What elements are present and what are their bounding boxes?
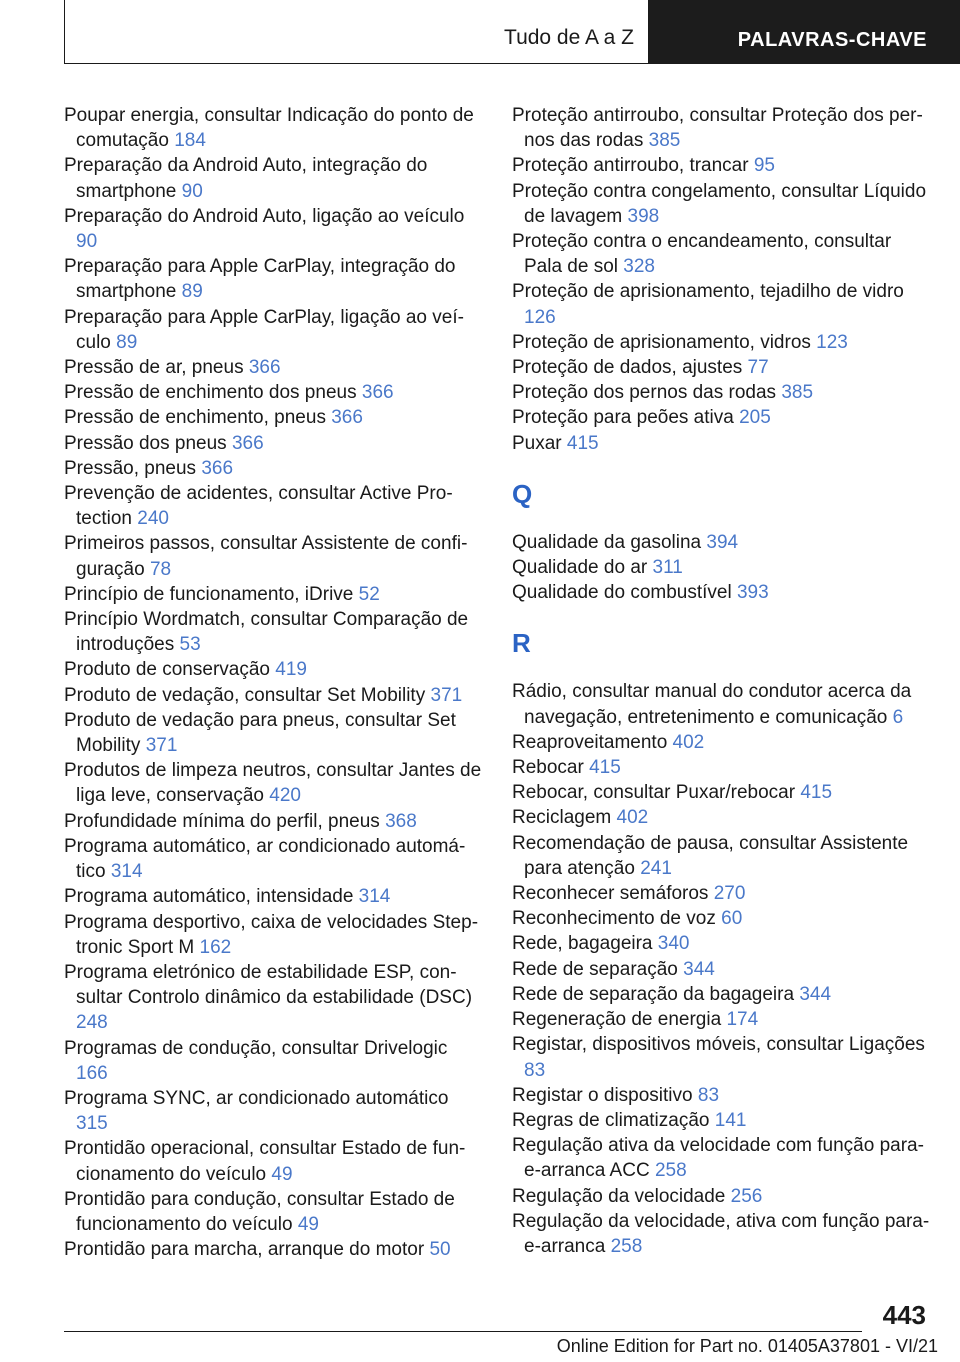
- index-entry-text: Qualidade do ar: [512, 557, 648, 579]
- index-entry: [512, 1133, 932, 1183]
- index-entry-text: Proteção contra o encandeamento, consultar Pala de sol: [512, 231, 892, 278]
- index-entry-text: Prontidão para condução, consultar Estado de funcionamento do veículo: [64, 1188, 455, 1235]
- index-entry-text: Proteção antirroubo, trancar: [512, 155, 749, 177]
- index-entry: [64, 456, 484, 481]
- index-entry: [64, 204, 484, 254]
- page-reference-link[interactable]: 6: [892, 706, 904, 728]
- page-reference-link[interactable]: 162: [199, 936, 232, 958]
- index-entry: [64, 103, 484, 153]
- index-entry-text: Programa SYNC, ar condicionado automático: [64, 1087, 449, 1109]
- index-entry-text: Programas de condução, consultar Drivelogic: [64, 1037, 448, 1059]
- index-entry-text: Prevenção de acidentes, consultar Active Protection: [64, 483, 453, 530]
- page-reference-link[interactable]: 385: [781, 382, 814, 404]
- index-column-left: [64, 103, 484, 1262]
- index-entry: [64, 758, 484, 808]
- index-entry: [64, 1237, 484, 1262]
- index-entry: [64, 834, 484, 884]
- page-reference-link[interactable]: 78: [149, 558, 172, 580]
- index-entry: [512, 153, 932, 178]
- page-reference-link[interactable]: 95: [753, 155, 775, 177]
- right-entry-list-p: [512, 103, 932, 456]
- index-entry: [512, 906, 932, 931]
- page-reference-link[interactable]: 344: [683, 958, 715, 980]
- index-entry: [512, 957, 932, 982]
- page-reference-link[interactable]: 60: [721, 908, 743, 930]
- page-reference-link[interactable]: 314: [358, 886, 391, 908]
- index-entry-text: Regulação da velocidade: [512, 1185, 726, 1207]
- index-entry: [512, 431, 932, 456]
- page-number: 443: [882, 1300, 926, 1330]
- index-entry: [64, 355, 484, 380]
- index-entry-text: Pressão de ar, pneus: [64, 357, 244, 379]
- index-entry: [512, 1007, 932, 1032]
- index-entry-text: Rebocar, consultar Puxar/rebocar: [512, 782, 796, 804]
- index-entry: [64, 1187, 484, 1237]
- page-reference-link[interactable]: 241: [640, 857, 672, 879]
- section-letter-r: R: [512, 628, 531, 659]
- index-entry-text: Produto de vedação, consultar Set Mobility: [64, 684, 426, 706]
- section-letter-q: Q: [512, 478, 533, 509]
- page-reference-link[interactable]: 366: [248, 357, 281, 379]
- page-reference-link[interactable]: 344: [799, 983, 832, 1005]
- index-entry-text: Proteção antirroubo, consultar Proteção dos pernos das rodas: [512, 105, 923, 152]
- right-entry-list-r: [512, 679, 932, 1259]
- page-reference-link[interactable]: 174: [726, 1009, 759, 1031]
- page-reference-link[interactable]: 385: [648, 130, 681, 152]
- index-entry: [512, 355, 932, 380]
- index-entry-text: Prontidão operacional, consultar Estado de funcionamento do veículo: [64, 1138, 466, 1185]
- page-reference-link[interactable]: 258: [654, 1160, 687, 1182]
- index-entry: [512, 805, 932, 830]
- section-tab: [648, 0, 960, 64]
- index-entry-text: Profundidade mínima do perfil, pneus: [64, 810, 380, 832]
- index-entry-text: Preparação para Apple CarPlay, integração do smartphone: [64, 256, 456, 303]
- index-entry: [64, 405, 484, 430]
- index-entry: [512, 780, 932, 805]
- page-reference-link[interactable]: 90: [181, 180, 203, 202]
- index-entry-text: Puxar: [512, 432, 562, 454]
- index-entry-text: Reaproveitamento: [512, 731, 668, 753]
- page-reference-link[interactable]: 52: [358, 583, 380, 605]
- index-entry: [64, 531, 484, 581]
- page-reference-link[interactable]: 123: [816, 331, 848, 353]
- index-entry: [64, 254, 484, 304]
- index-entry: [64, 809, 484, 834]
- index-entry: [512, 982, 932, 1007]
- page-reference-link[interactable]: 420: [269, 785, 301, 807]
- index-entry: [64, 582, 484, 607]
- index-entry: [64, 657, 484, 682]
- index-entry: [512, 530, 932, 555]
- index-entry: [512, 330, 932, 355]
- page-reference-link[interactable]: 415: [800, 782, 833, 804]
- page-reference-link[interactable]: 366: [361, 382, 394, 404]
- index-entry-text: Proteção de dados, ajustes: [512, 357, 743, 379]
- page-reference-link[interactable]: 393: [736, 582, 769, 604]
- index-entry-text: Reconhecer semáforos: [512, 883, 709, 905]
- index-entry: [64, 1086, 484, 1136]
- page-reference-link[interactable]: 240: [137, 508, 169, 530]
- index-entry-text: Preparação para Apple CarPlay, ligação ao veículo: [64, 306, 464, 353]
- right-entry-list-q: [512, 530, 932, 606]
- index-entry-text: Proteção de aprisionamento, vidros: [512, 331, 811, 353]
- index-entry-text: Regulação da velocidade, ativa com função para-e-arranca: [512, 1210, 930, 1257]
- index-entry-text: Produto de conservação: [64, 659, 270, 681]
- index-entry-text: Programa automático, intensidade: [64, 886, 354, 908]
- index-entry-text: Proteção para peões ativa: [512, 407, 734, 429]
- index-entry-text: Preparação do Android Auto, ligação ao veículo: [64, 205, 465, 227]
- page-reference-link[interactable]: 314: [110, 861, 143, 883]
- index-entry-text: Rádio, consultar manual do condutor acerca da navegação, entretenimento e comunicação: [512, 681, 912, 728]
- index-entry-text: Proteção dos pernos das rodas: [512, 382, 777, 404]
- header-title: Tudo de A a Z: [504, 26, 634, 49]
- index-entry: [64, 607, 484, 657]
- index-entry: [64, 431, 484, 456]
- index-entry-text: Pressão de enchimento, pneus: [64, 407, 326, 429]
- page-reference-link[interactable]: 258: [610, 1235, 643, 1257]
- left-entry-list: [64, 103, 484, 1262]
- page-reference-link[interactable]: 49: [297, 1213, 319, 1235]
- page-reference-link[interactable]: 366: [231, 432, 264, 454]
- page-reference-link[interactable]: 311: [652, 557, 683, 579]
- index-entry-text: Reconhecimento de voz: [512, 908, 716, 930]
- index-entry-text: Rede de separação da bagageira: [512, 983, 795, 1005]
- page-reference-link[interactable]: 328: [623, 256, 655, 278]
- index-entry-text: Qualidade da gasolina: [512, 531, 702, 553]
- index-entry-text: Proteção contra congelamento, consultar Líquido de lavagem: [512, 180, 927, 227]
- index-entry: [512, 931, 932, 956]
- index-entry: [64, 153, 484, 203]
- index-entry: [64, 884, 484, 909]
- page-reference-link[interactable]: 394: [706, 531, 739, 553]
- index-entry-text: Recomendação de pausa, consultar Assistente para atenção: [512, 832, 909, 879]
- page-reference-link[interactable]: 49: [271, 1163, 293, 1185]
- page-reference-link[interactable]: 83: [697, 1084, 720, 1106]
- page-reference-link[interactable]: 415: [566, 432, 599, 454]
- index-entry-text: Regeneração de energia: [512, 1009, 722, 1031]
- index-entry-text: Qualidade do combustível: [512, 582, 732, 604]
- index-entry-text: Rede de separação: [512, 958, 678, 980]
- page-reference-link[interactable]: 53: [179, 634, 201, 656]
- page-reference-link[interactable]: 419: [275, 659, 307, 681]
- index-entry: [64, 683, 484, 708]
- index-entry: [512, 679, 932, 729]
- page-reference-link[interactable]: 184: [174, 130, 206, 152]
- page-reference-link[interactable]: 366: [331, 407, 363, 429]
- page-reference-link[interactable]: 205: [739, 407, 771, 429]
- page-reference-link[interactable]: 256: [730, 1185, 763, 1207]
- index-entry-text: Pressão de enchimento dos pneus: [64, 382, 357, 404]
- index-entry: [512, 179, 932, 229]
- index-entry: [64, 380, 484, 405]
- header-bottom-rule: [64, 63, 648, 64]
- index-entry-text: Programa automático, ar condicionado automático: [64, 835, 466, 883]
- index-entry: [512, 103, 932, 153]
- page-reference-link[interactable]: 83: [524, 1059, 546, 1081]
- index-entry-text: Primeiros passos, consultar Assistente de configuração: [64, 533, 468, 580]
- page-reference-link[interactable]: 89: [181, 281, 203, 303]
- index-entry-text: Princípio de funcionamento, iDrive: [64, 583, 354, 605]
- index-entry-text: Preparação da Android Auto, integração do smartphone: [64, 155, 428, 202]
- index-entry-text: Proteção de aprisionamento, tejadilho de vidro: [512, 281, 904, 303]
- index-entry: [64, 960, 484, 1036]
- page-reference-link[interactable]: 402: [616, 807, 649, 829]
- index-entry-text: Programa desportivo, caixa de velocidades Steptronic Sport M: [64, 911, 479, 958]
- header-left-rule: [64, 0, 65, 64]
- index-entry: [512, 755, 932, 780]
- index-entry-text: Rebocar: [512, 757, 584, 779]
- page-reference-link[interactable]: 126: [524, 306, 556, 328]
- index-entry-text: Rede, bagageira: [512, 933, 653, 955]
- index-column-right: [512, 103, 932, 1259]
- page-reference-link[interactable]: 50: [429, 1239, 451, 1261]
- index-entry: [512, 1083, 932, 1108]
- index-entry-text: Prontidão para marcha, arranque do motor: [64, 1239, 425, 1261]
- page-reference-link[interactable]: 89: [116, 331, 138, 353]
- index-entry-text: Poupar energia, consultar Indicação do ponto de comutação: [64, 105, 474, 152]
- page-reference-link[interactable]: 248: [76, 1012, 108, 1034]
- page-reference-link[interactable]: 166: [76, 1062, 108, 1084]
- index-entry: [512, 831, 932, 881]
- section-tab-label: PALAVRAS-CHAVE: [737, 29, 927, 51]
- index-entry: [512, 881, 932, 906]
- page-reference-link[interactable]: 315: [76, 1113, 108, 1135]
- page-reference-link[interactable]: 141: [714, 1109, 747, 1131]
- index-entry: [512, 229, 932, 279]
- footer-edition: Online Edition for Part no. 01405A37801 - VI/21: [556, 1336, 938, 1356]
- page-reference-link[interactable]: 77: [747, 357, 769, 379]
- index-entry: [512, 1032, 932, 1082]
- index-entry-text: Regras de climatização: [512, 1109, 710, 1131]
- index-entry: [64, 708, 484, 758]
- index-entry: [512, 555, 932, 580]
- page-reference-link[interactable]: 371: [145, 735, 178, 757]
- index-entry-text: Produtos de limpeza neutros, consultar Jantes de liga leve, conservação: [64, 760, 482, 807]
- index-entry-text: Princípio Wordmatch, consultar Comparação de introduções: [64, 609, 469, 656]
- index-entry-text: Pressão dos pneus: [64, 432, 227, 454]
- index-entry-text: Registar o dispositivo: [512, 1084, 693, 1106]
- index-entry-text: Reciclagem: [512, 807, 612, 829]
- page-reference-link[interactable]: 415: [589, 757, 621, 779]
- page-reference-link[interactable]: 371: [430, 684, 463, 706]
- index-entry-text: Programa eletrónico de estabilidade ESP, consultar Controlo dinâmico da estabilidade (DSC): [64, 961, 473, 1009]
- footer-rule: [64, 1331, 862, 1332]
- index-entry: [512, 405, 932, 430]
- index-entry: [512, 580, 932, 605]
- index-entry: [512, 380, 932, 405]
- index-entry: [512, 1184, 932, 1209]
- page-reference-link[interactable]: 366: [201, 457, 234, 479]
- index-entry-text: Registar, dispositivos móveis, consultar Ligações: [512, 1034, 925, 1056]
- index-entry: [64, 481, 484, 531]
- page-reference-link[interactable]: 402: [672, 731, 705, 753]
- index-entry: [64, 1036, 484, 1086]
- index-entry: [512, 1108, 932, 1133]
- page-reference-link[interactable]: 368: [385, 810, 417, 832]
- page-reference-link[interactable]: 270: [713, 883, 746, 905]
- index-entry: [64, 910, 484, 960]
- index-entry-text: Regulação ativa da velocidade com função para-e-arranca ACC: [512, 1135, 924, 1182]
- index-entry-text: Pressão, pneus: [64, 457, 197, 479]
- page-reference-link[interactable]: 398: [627, 205, 660, 227]
- page-reference-link[interactable]: 90: [76, 231, 98, 253]
- index-entry-text: Produto de vedação para pneus, consultar Set Mobility: [64, 709, 456, 757]
- page-reference-link[interactable]: 340: [657, 933, 690, 955]
- index-entry: [512, 730, 932, 755]
- index-entry: [512, 279, 932, 329]
- index-entry: [64, 1136, 484, 1186]
- index-entry: [512, 1209, 932, 1259]
- index-entry: [64, 305, 484, 355]
